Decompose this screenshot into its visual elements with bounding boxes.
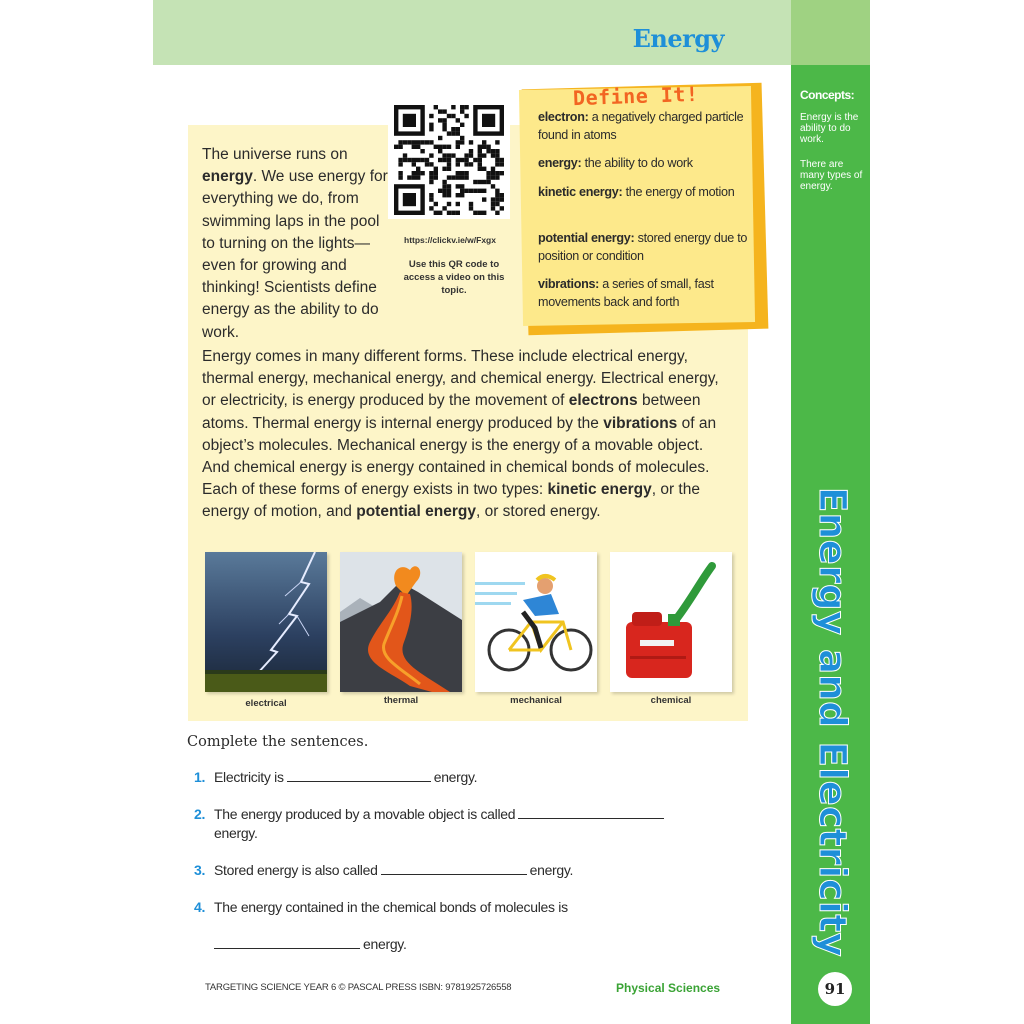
exercise-instruction: Complete the sentences. bbox=[187, 734, 369, 750]
question-2: 2. The energy produced by a movable object is called energy. bbox=[194, 805, 714, 843]
keyword-energy: energy bbox=[202, 168, 253, 186]
lightning-icon bbox=[205, 552, 327, 692]
answer-blank-1[interactable] bbox=[287, 769, 431, 782]
photo-thermal bbox=[340, 552, 462, 692]
concept-item: There are many types of energy. bbox=[800, 159, 863, 192]
definition-potential-energy: potential energy: stored energy due to position or condition bbox=[538, 231, 748, 263]
footer-section: Physical Sciences bbox=[616, 981, 721, 995]
definition-electron: electron: a negatively charged particle found in atoms bbox=[538, 110, 744, 142]
caption-thermal: thermal bbox=[383, 695, 419, 706]
cyclist-icon bbox=[475, 552, 597, 692]
caption-electrical: electrical bbox=[245, 698, 287, 709]
photo-mechanical bbox=[475, 552, 597, 692]
question-4: 4. The energy contained in the chemical bonds of molecules is bbox=[194, 899, 568, 915]
photo-chemical bbox=[610, 552, 732, 692]
answer-blank-4[interactable] bbox=[214, 936, 360, 949]
question-4-continued: energy. bbox=[214, 935, 407, 954]
definition-energy: energy: the ability to do work bbox=[538, 156, 693, 170]
qr-note: Use this QR code to access a video on this topic. bbox=[403, 259, 505, 296]
header-band-corner bbox=[791, 0, 870, 65]
chapter-title: Energy and Electricity bbox=[811, 487, 854, 958]
question-3: 3. Stored energy is also called energy. bbox=[194, 862, 574, 878]
define-it-title: Define It! bbox=[572, 81, 699, 111]
qr-code[interactable] bbox=[388, 101, 510, 219]
page-title: Energy bbox=[632, 24, 724, 53]
definition-kinetic-energy: kinetic energy: the energy of motion bbox=[538, 185, 735, 199]
intro-paragraph: The universe runs on energy. We use energy for everything we do, from swimming laps in the pool to turning on the lights— even for growing and thinking! Scientists define energy as the ability to do work. bbox=[202, 146, 388, 341]
photo-electrical bbox=[205, 552, 327, 692]
answer-blank-3[interactable] bbox=[381, 862, 527, 875]
main-paragraph: Energy comes in many different forms. These include electrical energy, thermal energy, mechanical energy, and chemical energy. Electrical energy, or electricity, is energy produced by the movement of electrons between atoms. Thermal energy is internal energy produced by the vibrations of an object’s molecules. Mechanical energy is the energy of a movable object. And chemical energy is energy contained in chemical bonds of molecules. Each of these forms of energy exists in two types: kinetic energy, or the energy of motion, and potential energy, or stored energy. bbox=[202, 348, 719, 521]
footer-copyright: TARGETING SCIENCE YEAR 6 © PASCAL PRESS ISBN: 9781925726558 bbox=[205, 982, 512, 993]
definition-vibrations: vibrations: a series of small, fast movements back and forth bbox=[538, 277, 714, 309]
volcano-icon bbox=[340, 552, 462, 692]
answer-blank-2[interactable] bbox=[518, 806, 664, 819]
caption-chemical: chemical bbox=[650, 695, 692, 706]
question-1: 1. Electricity is energy. bbox=[194, 769, 478, 785]
qr-url[interactable]: https://clickv.ie/w/Fxgx bbox=[404, 235, 496, 245]
concept-item: Energy is the ability to do work. bbox=[800, 112, 859, 145]
page-number: 91 bbox=[818, 972, 852, 1006]
caption-mechanical: mechanical bbox=[510, 695, 562, 706]
qr-code-icon bbox=[393, 105, 505, 215]
fuel-can-icon bbox=[610, 552, 732, 692]
concepts-heading: Concepts: bbox=[800, 88, 855, 102]
